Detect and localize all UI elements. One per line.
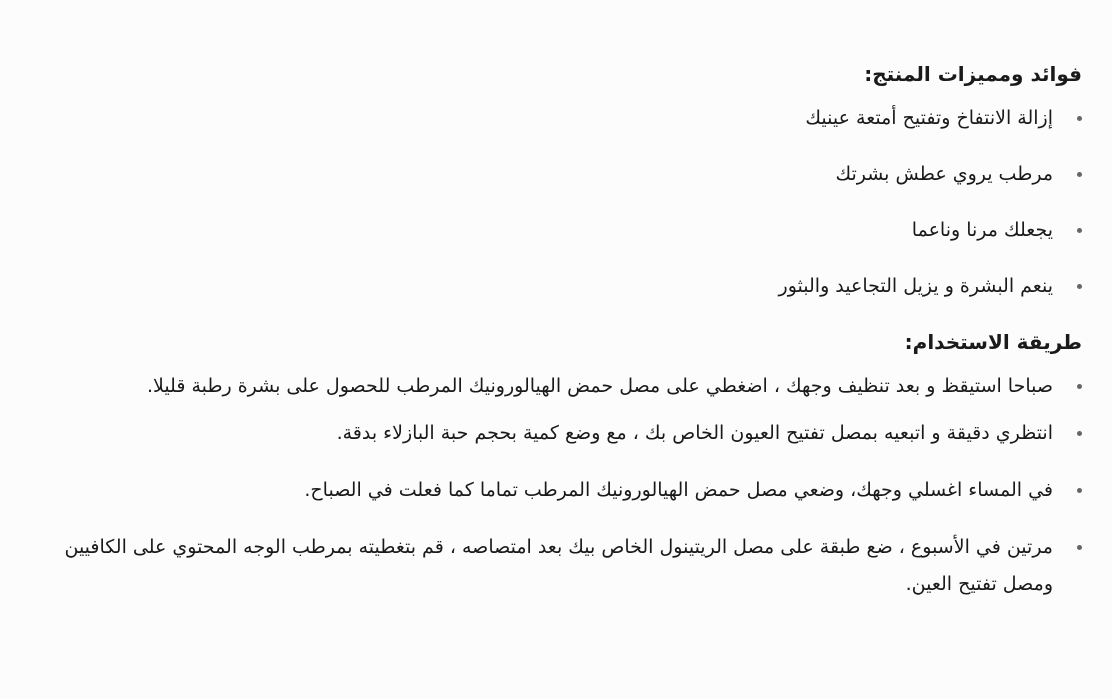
list-item-text: مرتين في الأسبوع ، ضع طبقة على مصل الريتينول الخاص بيك بعد امتصاصه ، قم بتغطيته بمرطب الوجه المحتوي على الكافيين ومصل تفتيح العين. — [64, 536, 1053, 595]
list-item-text: يجعلك مرنا وناعما — [911, 219, 1053, 241]
list-item — [42, 156, 1082, 192]
bullet-icon — [1077, 545, 1082, 550]
list-item-text: إزالة الانتفاخ وتفتيح أمتعة عينيك — [805, 107, 1053, 129]
product-description — [42, 56, 1082, 623]
benefits-list — [42, 100, 1082, 304]
list-item — [42, 212, 1082, 248]
list-item — [42, 268, 1082, 304]
benefits-heading: فوائد ومميزات المنتج: — [864, 62, 1082, 86]
bullet-icon — [1077, 116, 1082, 121]
list-item-text: مرطب يروي عطش بشرتك — [835, 163, 1053, 185]
bullet-icon — [1077, 284, 1082, 289]
bullet-icon — [1077, 488, 1082, 493]
bullet-icon — [1077, 228, 1082, 233]
list-item-text: في المساء اغسلي وجهك، وضعي مصل حمض الهيالورونيك المرطب تماما كما فعلت في الصباح. — [304, 479, 1053, 501]
list-item — [42, 368, 1082, 405]
list-item-text: صباحا استيقظ و بعد تنظيف وجهك ، اضغطي على مصل حمض الهيالورونيك المرطب للحصول على بشرة رطبة قليلا. — [146, 375, 1053, 397]
bullet-icon — [1077, 431, 1082, 436]
bullet-icon — [1077, 172, 1082, 177]
usage-list — [42, 368, 1082, 603]
bullet-icon — [1077, 384, 1082, 389]
usage-heading: طريقة الاستخدام: — [904, 330, 1082, 354]
list-item — [42, 529, 1082, 603]
list-item — [42, 472, 1082, 509]
list-item-text: ينعم البشرة و يزيل التجاعيد والبثور — [778, 275, 1053, 297]
list-item-text: انتظري دقيقة و اتبعيه بمصل تفتيح العيون الخاص بك ، مع وضع كمية بحجم حبة البازلاء بدقة. — [336, 422, 1053, 444]
list-item — [42, 415, 1082, 452]
list-item — [42, 100, 1082, 136]
